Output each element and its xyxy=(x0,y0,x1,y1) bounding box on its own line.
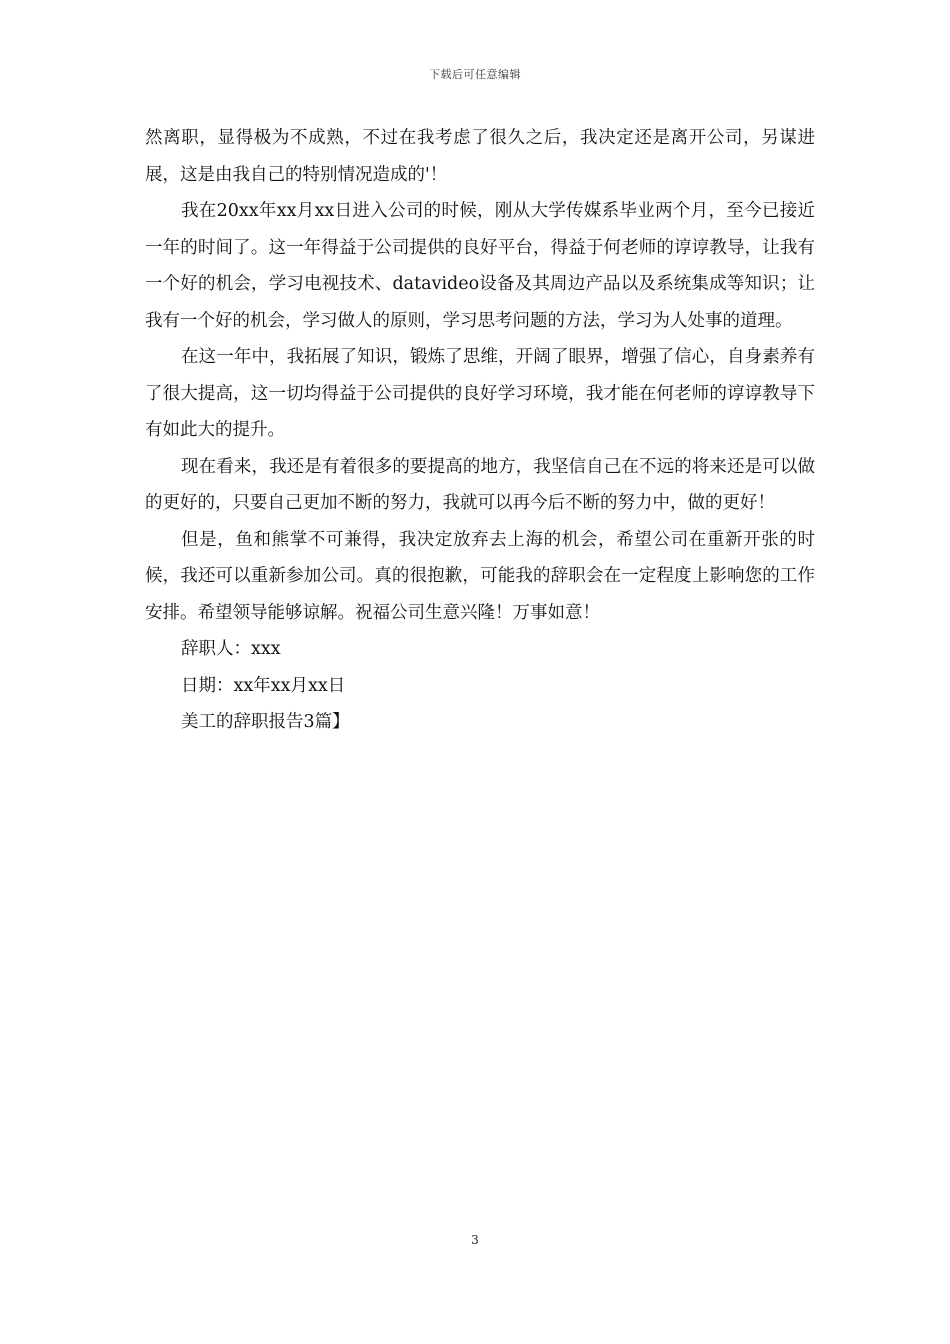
paragraph-joining-company: 我在20xx年xx月xx日进入公司的时候，刚从大学传媒系毕业两个月，至今已接近一年的时间了。这一年得益于公司提供的良好平台，得益于何老师的谆谆教导，让我有一个好的机会，学习电视技术、datavideo设备及其周边产品以及系统集成等知识；让我有一个好的机会，学习做人的原则，学习思考问题的方法，学习为人处事的道理。 xyxy=(145,201,815,331)
page-number: 3 xyxy=(471,1233,479,1247)
page-header: 下载后可任意编辑 xyxy=(429,68,521,81)
signature-line: 辞职人：xxx xyxy=(181,639,281,659)
section-title: 美工的辞职报告3篇】 xyxy=(181,712,350,732)
document-body xyxy=(145,120,815,741)
paragraph-improvement: 现在看来，我还是有着很多的要提高的地方，我坚信自己在不远的将来还是可以做的更好的，只要自己更加不断的努力，我就可以再今后不断的努力中，做的更好！ xyxy=(145,456,815,513)
date-line: 日期：xx年xx月xx日 xyxy=(181,675,346,696)
paragraph-growth: 在这一年中，我拓展了知识，锻炼了思维，开阔了眼界，增强了信心，自身素养有了很大提高，这一切均得益于公司提供的良好学习环境，我才能在何老师的谆谆教导下有如此大的提升。 xyxy=(145,347,815,440)
paragraph-decision: 但是，鱼和熊掌不可兼得，我决定放弃去上海的机会，希望公司在重新开张的时候，我还可以重新参加公司。真的很抱歉，可能我的辞职会在一定程度上影响您的工作安排。希望领导能够谅解。祝福公司生意兴隆！万事如意！ xyxy=(145,529,815,623)
paragraph-continuation: 然离职，显得极为不成熟，不过在我考虑了很久之后，我决定还是离开公司，另谋进展，这是由我自己的特别情况造成的'！ xyxy=(145,128,815,185)
